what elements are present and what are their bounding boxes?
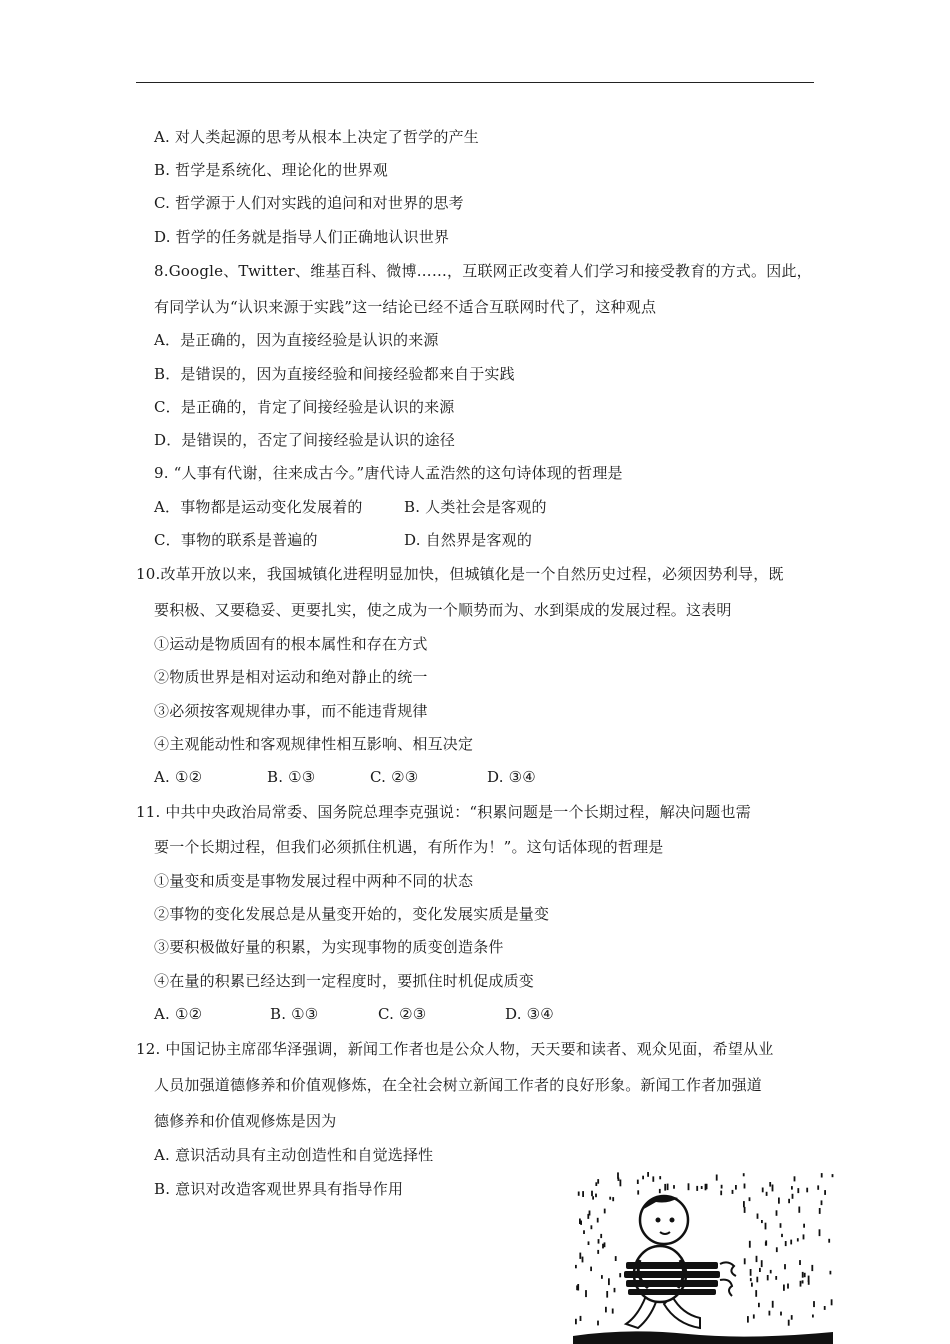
raindrop — [750, 1269, 752, 1276]
raindrop — [601, 1275, 603, 1279]
raindrop — [751, 1283, 753, 1287]
raindrop — [832, 1174, 834, 1177]
raindrop — [597, 1179, 599, 1184]
raindrop — [577, 1284, 579, 1291]
raindrop — [762, 1188, 764, 1193]
q11-item-2: ②事物的变化发展总是从量变开始的，变化发展实质是量变 — [154, 905, 550, 923]
raindrop — [831, 1299, 833, 1305]
raindrop — [780, 1312, 782, 1316]
raindrop — [749, 1241, 751, 1248]
raindrop — [595, 1182, 597, 1186]
raindrop — [785, 1241, 787, 1246]
q10-option-a: A. ①② — [154, 768, 203, 786]
q8-option-b: B．是错误的，因为直接经验和间接经验都来自于实践 — [154, 365, 515, 383]
raindrop — [800, 1281, 802, 1287]
q9-option-c: C．事物的联系是普遍的 — [154, 531, 318, 549]
raindrop — [802, 1280, 804, 1283]
raindrop — [803, 1224, 805, 1228]
q10-item-3: ③必须按客观规律办事，而不能违背规律 — [154, 702, 428, 720]
raindrop — [597, 1218, 599, 1223]
raindrop — [747, 1316, 749, 1323]
q8-option-d: D．是错误的，否定了间接经验是认识的途径 — [154, 431, 456, 449]
raindrop — [617, 1172, 619, 1178]
raindrop — [819, 1208, 821, 1214]
raindrop — [775, 1276, 777, 1280]
raindrop — [720, 1191, 722, 1196]
raindrop — [609, 1197, 611, 1200]
raindrop — [667, 1184, 669, 1191]
q10-item-1: ①运动是物质固有的根本属性和存在方式 — [154, 635, 428, 653]
raindrop — [721, 1185, 723, 1189]
raindrop — [652, 1176, 654, 1181]
raindrop — [637, 1180, 639, 1184]
raindrop — [749, 1197, 751, 1201]
raindrop — [788, 1199, 790, 1203]
q8-stem-line-2: 有同学认为“认识来源于实践”这一结论已经不适合互联网时代了，这种观点 — [154, 298, 657, 316]
raindrop — [605, 1307, 607, 1313]
raindrop — [583, 1230, 585, 1234]
raindrop — [759, 1268, 761, 1272]
raindrop — [772, 1301, 774, 1308]
raindrop — [824, 1190, 826, 1195]
raindrop — [589, 1211, 591, 1216]
q11-option-c: C. ②③ — [378, 1005, 427, 1023]
q11-item-1: ①量变和质变是事物发展过程中两种不同的状态 — [154, 872, 474, 890]
raindrop — [701, 1186, 703, 1189]
raindrop — [766, 1192, 768, 1196]
raindrop — [673, 1185, 675, 1189]
raindrop — [776, 1247, 778, 1252]
raindrop — [797, 1238, 799, 1241]
raindrop — [778, 1198, 780, 1204]
q8-option-a: A．是正确的，因为直接经验是认识的来源 — [154, 331, 439, 349]
raindrop — [803, 1234, 805, 1239]
q12-stem-line-2: 人员加强道德修养和价值观修炼，在全社会树立新闻工作者的良好形象。新闻工作者加强道 — [154, 1076, 763, 1094]
raindrop — [753, 1314, 755, 1318]
raindrop — [772, 1185, 774, 1192]
raindrop — [756, 1277, 758, 1283]
raindrop — [612, 1309, 614, 1314]
raindrop — [780, 1223, 782, 1228]
raindrop — [696, 1186, 698, 1191]
raindrop — [688, 1183, 690, 1190]
raindrop — [830, 1271, 832, 1275]
q9-option-a: A．事物都是运动变化发展着的 — [154, 498, 363, 516]
header-rule — [136, 82, 814, 83]
raindrop — [578, 1192, 580, 1196]
raindrop — [791, 1186, 793, 1190]
q11-item-3: ③要积极做好量的积累，为实现事物的质变创造条件 — [154, 938, 504, 956]
raindrop — [604, 1209, 606, 1214]
raindrop — [580, 1316, 582, 1321]
raindrop — [750, 1278, 752, 1281]
q7-option-a: A. 对人类起源的思考从根本上决定了哲学的产生 — [154, 128, 479, 146]
raindrop — [582, 1257, 584, 1263]
q8-stem-line-1: 8.Google、Twitter、维基百科、微博……，互联网正改变着人们学习和接受教育的方式。因此， — [154, 262, 812, 280]
raindrop — [824, 1306, 826, 1310]
rain-cartoon-svg — [568, 1168, 838, 1344]
raindrop — [806, 1188, 808, 1193]
raindrop — [591, 1225, 593, 1229]
raindrop — [828, 1239, 830, 1243]
raindrop — [579, 1219, 581, 1225]
raindrop — [597, 1250, 599, 1254]
raindrop — [769, 1311, 771, 1316]
raindrop — [794, 1176, 796, 1181]
raindrop — [706, 1184, 708, 1189]
q10-option-b: B. ①③ — [267, 768, 316, 786]
raindrop — [792, 1194, 794, 1199]
raindrop — [799, 1260, 801, 1265]
raindrop — [592, 1196, 594, 1199]
q7-option-d: D. 哲学的任务就是指导人们正确地认识世界 — [154, 228, 450, 246]
q12-stem-line-1: 12. 中国记协主席邵华泽强调，新闻工作者也是公众人物，天天要和读者、观众见面，希望从业 — [136, 1040, 774, 1058]
raindrop — [761, 1220, 763, 1223]
q10-stem-line-1: 10.改革开放以来，我国城镇化进程明显加快，但城镇化是一个自然历史过程，必须因势利导，既 — [136, 565, 784, 583]
raindrop — [791, 1315, 793, 1320]
raindrop — [757, 1214, 759, 1219]
q11-stem-line-2: 要一个长期过程，但我们必须抓住机遇，有所作为！”。这句话体现的哲理是 — [154, 838, 664, 856]
q11-option-b: B. ①③ — [270, 1005, 319, 1023]
q8-option-c: C．是正确的，肯定了间接经验是认识的来源 — [154, 398, 455, 416]
raindrop — [615, 1256, 617, 1261]
raindrop — [765, 1223, 767, 1230]
q7-option-c: C. 哲学源于人们对实践的追问和对世界的思考 — [154, 194, 464, 212]
raindrop — [597, 1321, 599, 1326]
q12-stem-line-3: 德修养和价值观修炼是因为 — [154, 1112, 337, 1130]
q9-option-d: D. 自然界是客观的 — [404, 531, 533, 549]
q12-option-a: A. 意识活动具有主动创造性和自觉选择性 — [154, 1146, 434, 1164]
raindrop — [781, 1234, 783, 1237]
raindrop — [744, 1258, 746, 1264]
raindrop — [755, 1290, 757, 1297]
q11-item-4: ④在量的积累已经达到一定程度时，要抓住时机促成质变 — [154, 972, 535, 990]
raindrop — [783, 1285, 785, 1291]
raindrop — [606, 1291, 608, 1298]
raindrop — [767, 1275, 769, 1280]
raindrop — [756, 1256, 758, 1262]
raindrop — [769, 1182, 771, 1187]
raindrop — [787, 1284, 789, 1289]
raindrop — [744, 1207, 746, 1213]
raindrop — [770, 1270, 772, 1274]
q11-option-d: D. ③④ — [505, 1005, 554, 1023]
raindrop — [817, 1185, 819, 1189]
raindrop — [579, 1253, 581, 1259]
raindrop — [812, 1315, 814, 1318]
raindrop — [808, 1280, 810, 1285]
raindrop — [642, 1176, 644, 1180]
rain-cartoon-illustration — [568, 1168, 838, 1344]
raindrop — [735, 1185, 737, 1190]
raindrop — [732, 1190, 734, 1194]
raindrop — [582, 1191, 584, 1197]
raindrop — [802, 1272, 804, 1278]
raindrop — [647, 1172, 649, 1177]
raindrop — [585, 1290, 587, 1297]
q10-item-2: ②物质世界是相对运动和绝对静止的统一 — [154, 668, 428, 686]
raindrop — [811, 1265, 813, 1271]
raindrop — [798, 1207, 800, 1213]
raindrop — [598, 1239, 600, 1244]
q9-option-b: B. 人类社会是客观的 — [404, 498, 547, 516]
q11-stem-line-1: 11. 中共中央政治局常委、国务院总理李克强说：“积累问题是一个长期过程，解决问题也需 — [136, 803, 751, 821]
raindrop — [588, 1241, 590, 1245]
q11-option-a: A. ①② — [154, 1005, 203, 1023]
q10-option-c: C. ②③ — [370, 768, 419, 786]
raindrop — [788, 1320, 790, 1326]
raindrop — [591, 1191, 593, 1197]
q10-option-d: D. ③④ — [487, 768, 536, 786]
raindrop — [619, 1273, 621, 1277]
raindrop — [765, 1242, 767, 1246]
raindrop — [776, 1210, 778, 1216]
raindrop — [743, 1173, 745, 1176]
raindrop — [797, 1188, 799, 1193]
raindrop — [608, 1278, 610, 1285]
raindrop — [590, 1267, 592, 1272]
raindrop — [614, 1288, 616, 1292]
raindrop — [821, 1173, 823, 1177]
raindrop — [813, 1301, 815, 1307]
raindrop — [744, 1184, 746, 1189]
q10-item-4: ④主观能动性和客观规律性相互影响、相互决定 — [154, 735, 474, 753]
raindrop — [604, 1242, 606, 1247]
raindrop — [664, 1184, 666, 1191]
raindrop — [761, 1260, 763, 1267]
raindrop — [575, 1319, 577, 1325]
raindrop — [821, 1200, 823, 1205]
raindrop — [612, 1197, 614, 1201]
q12-option-b: B. 意识对改造客观世界具有指导作用 — [154, 1180, 404, 1198]
raindrop — [575, 1265, 577, 1268]
raindrop — [637, 1190, 639, 1194]
raindrop — [620, 1180, 622, 1187]
raindrop — [659, 1189, 661, 1193]
raindrop — [758, 1303, 760, 1307]
raindrop — [716, 1175, 718, 1181]
raindrop — [600, 1234, 602, 1238]
q7-option-b: B. 哲学是系统化、理论化的世界观 — [154, 161, 388, 179]
raindrop — [804, 1273, 806, 1277]
raindrop — [659, 1176, 661, 1179]
raindrop — [595, 1194, 597, 1198]
raindrop — [784, 1264, 786, 1269]
raindrop — [743, 1201, 745, 1207]
raindrop — [790, 1240, 792, 1245]
q10-stem-line-2: 要积极、又要稳妥、更要扎实，使之成为一个顺势而为、水到渠成的发展过程。这表明 — [154, 601, 732, 619]
raindrop — [819, 1229, 821, 1236]
q9-stem: 9. “人事有代谢，往来成古今。”唐代诗人孟浩然的这句诗体现的哲理是 — [154, 464, 623, 482]
